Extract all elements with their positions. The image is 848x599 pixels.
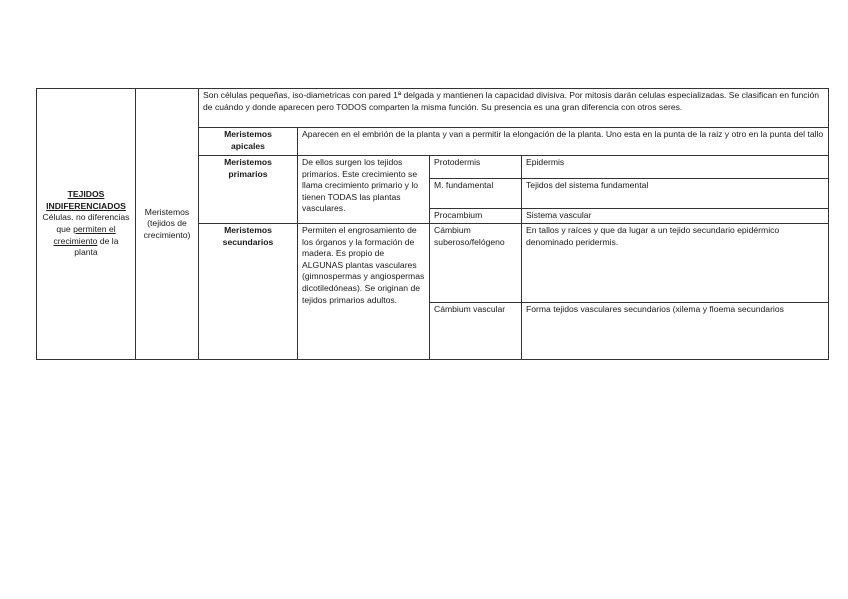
secundarios-result-1: Forma tejidos vasculares secundarios (xilema y floema secundarios [522,303,829,360]
secundarios-description: Permiten el engrosamiento de los órganos y la formación de madera. Es propio de ALGUNAS plantas vasculares (gimnospermas y angiospermas dicotiledóneas). Se originan de tejidos primarios adultos. [298,224,430,360]
group-cell: Meristemos (tejidos de crecimiento) [136,89,199,360]
secundarios-result-0: En tallos y raíces y que da lugar a un tejido secundario epidérmico denominado peridermis. [522,224,829,303]
apicales-name: Meristemos apicales [199,128,298,156]
primarios-result-1: Tejidos del sistema fundamental [522,179,829,209]
intro-text: Son células pequeñas, iso-diametricas con pared 1ª delgada y mantienen la capacidad divisiva. Por mitosis darán celulas especializadas. Se clasifican en función de cuándo y donde aparecen pero TODOS comparten la misma función. Su presencia es una gran diferencia con otros seres. [199,89,829,128]
primarios-name: Meristemos primarios [199,156,298,224]
meristem-table [36,88,829,360]
primarios-description: De ellos surgen los tejidos primarios. Este crecimiento se llama crecimiento primario y lo tienen TODAS las plantas vasculares. [298,156,430,224]
secundarios-name: Meristemos secundarios [199,224,298,360]
apicales-description: Aparecen en el embrión de la planta y van a permitir la elongación de la planta. Uno esta en la punta de la raiz y otro en la punta del tallo [298,128,829,156]
primarios-result-0: Epidermis [522,156,829,179]
secundarios-tissue-0: Cámbium suberoso/felógeno [430,224,522,303]
primarios-tissue-1: M. fundamental [430,179,522,209]
category-title: TEJIDOS INDIFERENCIADOS [46,189,126,211]
category-description: Células. no diferencias que permiten el crecimiento de la planta [42,212,130,258]
secundarios-tissue-1: Cámbium vascular [430,303,522,360]
primarios-tissue-2: Procambium [430,209,522,224]
category-cell [37,89,136,360]
primarios-result-2: Sistema vascular [522,209,829,224]
primarios-tissue-0: Protodermis [430,156,522,179]
